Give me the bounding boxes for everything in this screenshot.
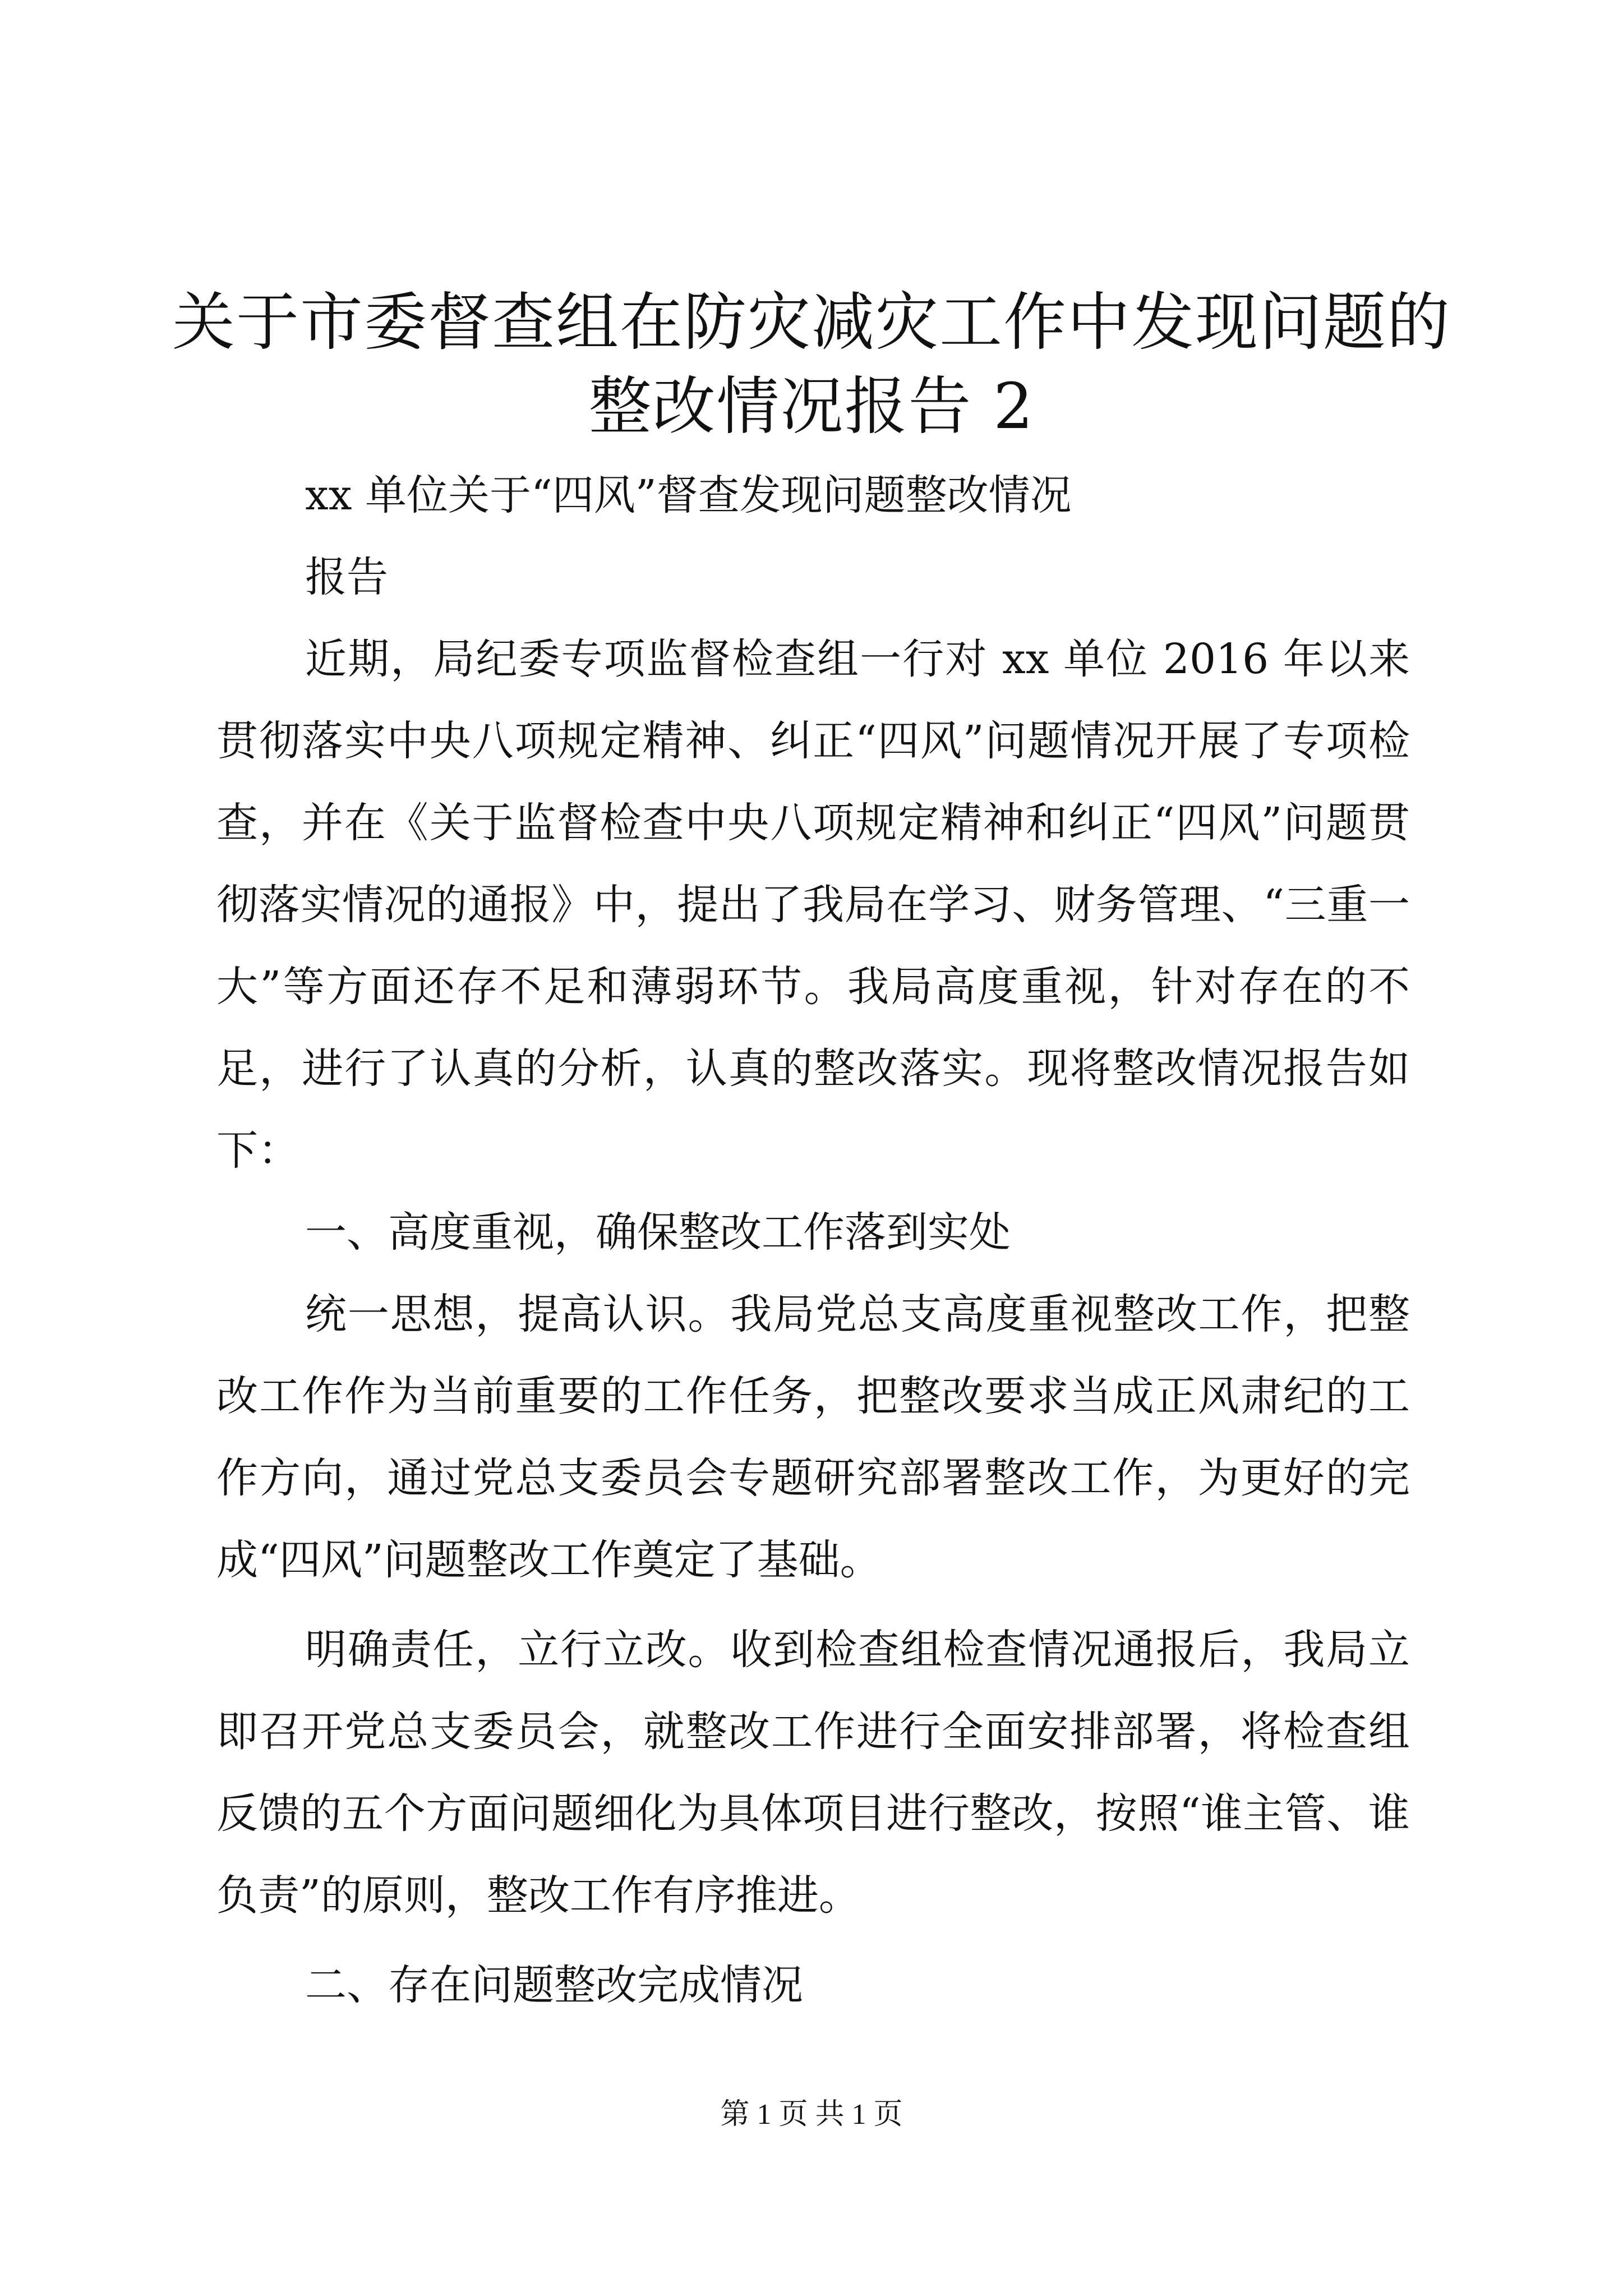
section-heading-2: 二、存在问题整改完成情况 [305,1961,803,2009]
paragraph-clarify-responsibility: 明确责任，立行立改。收到检查组检查情况通报后，我局立即召开党总支委员会，就整改工作进行全面安排部署，将检查组反馈的五个方面问题细化为具体项目进行整改，按照“谁主管、谁负责”的原则，整改工作有序推进。 [216,1626,1410,1920]
paragraph-intro: 近期，局纪委专项监督检查组一行对 xx 单位 2016 年以来贯彻落实中央八项规定精神、纠正“四风”问题情况开展了专项检查，并在《关于监督检查中央八项规定精神和纠正“四风”问题贯彻落实情况的通报》中，提出了我局在学习、财务管理、“三重一大”等方面还存不足和薄弱环节。我局高度重视，针对存在的不足，进行了认真的分析，认真的整改落实。现将整改情况报告如下： [216,635,1410,1175]
section-heading-1: 一、高度重视，确保整改工作落到实处 [305,1208,1011,1257]
title-line-1: 关于市委督查组在防灾减灾工作中发现问题的 [172,286,1451,359]
title-line-2: 整改情况报告 2 [588,370,1035,443]
subtitle-line-1: xx 单位关于“四风”督查发现问题整改情况 [305,471,1072,519]
document-body [216,454,1410,2026]
page-footer: 第 1 页 共 1 页 [720,2099,903,2131]
document-title [140,280,1483,449]
paragraph-unify-thinking: 统一思想，提高认识。我局党总支高度重视整改工作，把整改工作作为当前重要的工作任务，把整改要求当成正风肃纪的工作方向，通过党总支委员会专题研究部署整改工作，为更好的完成“四风”问题整改工作奠定了基础。 [216,1290,1410,1584]
subtitle-line-2: 报告 [305,553,388,601]
